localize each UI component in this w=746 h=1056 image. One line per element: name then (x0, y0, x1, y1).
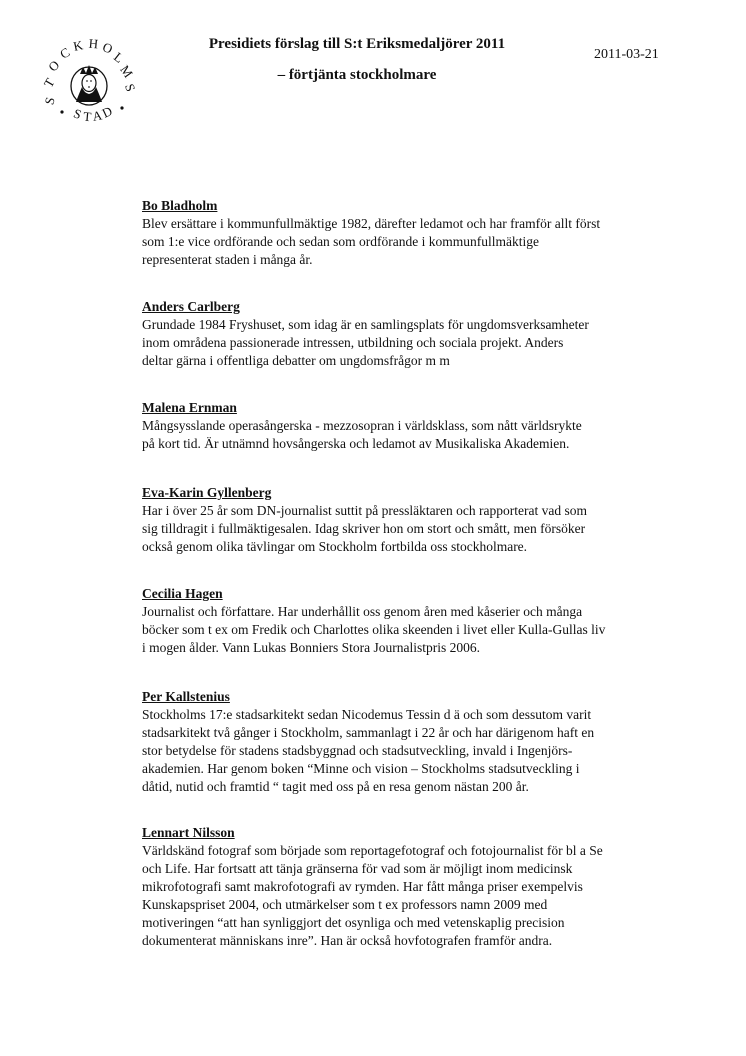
entry-hagen (142, 585, 662, 657)
entry-text-line: akademien. Har genom boken “Minne och vision – Stockholms stadsutveckling i (142, 761, 580, 776)
entry-name: Cecilia Hagen (142, 586, 223, 601)
svg-text:H: H (88, 35, 99, 52)
entry-text-line: motiveringen “att han synliggjort det osynliga och med vetenskaplig precision (142, 915, 565, 930)
document-date: 2011-03-21 (594, 47, 659, 62)
entry-name: Eva-Karin Gyllenberg (142, 485, 272, 500)
entry-text-line: Mångsysslande operasångerska - mezzosopran i världsklass, som nått världsrykte (142, 418, 582, 433)
entry-name: Bo Bladholm (142, 198, 218, 213)
svg-text:S: S (71, 105, 84, 123)
entry-text-line: och Life. Har fortsatt att tänja gränserna för vad som är möjligt inom medicinsk (142, 861, 573, 876)
stockholms-stad-logo (40, 35, 139, 125)
svg-text:L: L (111, 49, 127, 66)
svg-text:T: T (40, 75, 58, 90)
entry-text-line: sig tilldragit i fullmäktigesalen. Idag skriver hon om stort och smått, men försöker (142, 521, 586, 536)
entry-text-line: inom områdena passionerade intressen, utbildning och sociala projekt. Anders (142, 335, 564, 350)
entry-text-line: böcker som t ex om Fredik och Charlottes olika skeenden i livet eller Kulla-Gullas liv (142, 622, 606, 637)
entry-name: Anders Carlberg (142, 299, 240, 314)
document-title: Presidiets förslag till S:t Eriksmedaljörer 2011 (208, 36, 506, 52)
entry-text-line: också genom olika tävlingar om Stockholm fortbilda oss stockholmare. (142, 539, 528, 554)
document-subtitle: – förtjänta stockholmare (277, 67, 437, 83)
entry-nilsson (142, 824, 662, 950)
entry-kallstenius (142, 688, 662, 796)
entry-text-line: stor betydelse för stadens stadsbyggnad och stadsutveckling, invald i Ingenjörs- (142, 743, 573, 758)
entry-gyllenberg (142, 484, 662, 556)
entry-name: Per Kallstenius (142, 689, 230, 704)
entry-text-line: Blev ersättare i kommunfullmäktige 1982, därefter ledamot och har framför allt först (142, 216, 601, 231)
entry-ernman (142, 399, 662, 453)
entry-text-line: dokumenterat människans inre”. Han är också hovfotografen framför andra. (142, 933, 553, 948)
svg-text:S: S (41, 95, 58, 107)
entry-text-line: Har i över 25 år som DN-journalist suttit på pressläktaren och rapporterat vad som (142, 503, 587, 518)
entry-carlberg (142, 298, 662, 370)
svg-text:O: O (45, 57, 63, 75)
entry-text-line: Grundade 1984 Fryshuset, som idag är en samlingsplats för ungdomsverksamheter (142, 317, 589, 332)
entry-text-line: deltar gärna i offentliga debatter om ungdomsfrågor m m (142, 353, 450, 368)
entry-text-line: Världskänd fotograf som började som reportagefotograf och fotojournalist för bl a Se (142, 843, 603, 858)
svg-text:D: D (99, 103, 115, 121)
svg-text:K: K (71, 37, 85, 54)
entry-text-line: mikrofotografi samt makrofotografi av rymden. Har fått många priser exempelvis (142, 879, 583, 894)
entry-text-line: på kort tid. Är utnämnd hovsångerska och ledamot av Musikaliska Akademien. (142, 436, 570, 451)
svg-text:C: C (57, 44, 73, 62)
svg-text:T: T (82, 108, 93, 125)
entry-text-line: som 1:e vice ordförande och sedan som ordförande i kommunfullmäktige (142, 234, 540, 249)
entry-text-line: stadsarkitekt två gånger i Stockholm, sammanlagt i 22 år och har därigenom haft en (142, 725, 595, 740)
entry-name: Lennart Nilsson (142, 825, 235, 840)
entry-text-line: dåtid, nutid och framtid “ tagit med oss på en resa genom nästan 200 år. (142, 779, 529, 794)
svg-text:A: A (91, 107, 104, 124)
entry-name: Malena Ernman (142, 400, 237, 415)
entry-text-line: Journalist och författare. Har underhållit oss genom åren med kåserier och många (142, 604, 583, 619)
svg-text:O: O (100, 39, 115, 57)
entry-text-line: Stockholms 17:e stadsarkitekt sedan Nicodemus Tessin d ä och som dessutom varit (142, 707, 592, 722)
entry-text-line: representerat staden i många år. (142, 252, 313, 267)
svg-text:M: M (117, 62, 137, 81)
entry-bladholm (142, 197, 662, 269)
entry-text-line: Kunskapspriset 2004, och utmärkelser som t ex professors namn 2009 med (142, 897, 548, 912)
entry-text-line: i mogen ålder. Vann Lukas Bonniers Stora Journalistpris 2006. (142, 640, 480, 655)
svg-text:S: S (122, 81, 139, 94)
